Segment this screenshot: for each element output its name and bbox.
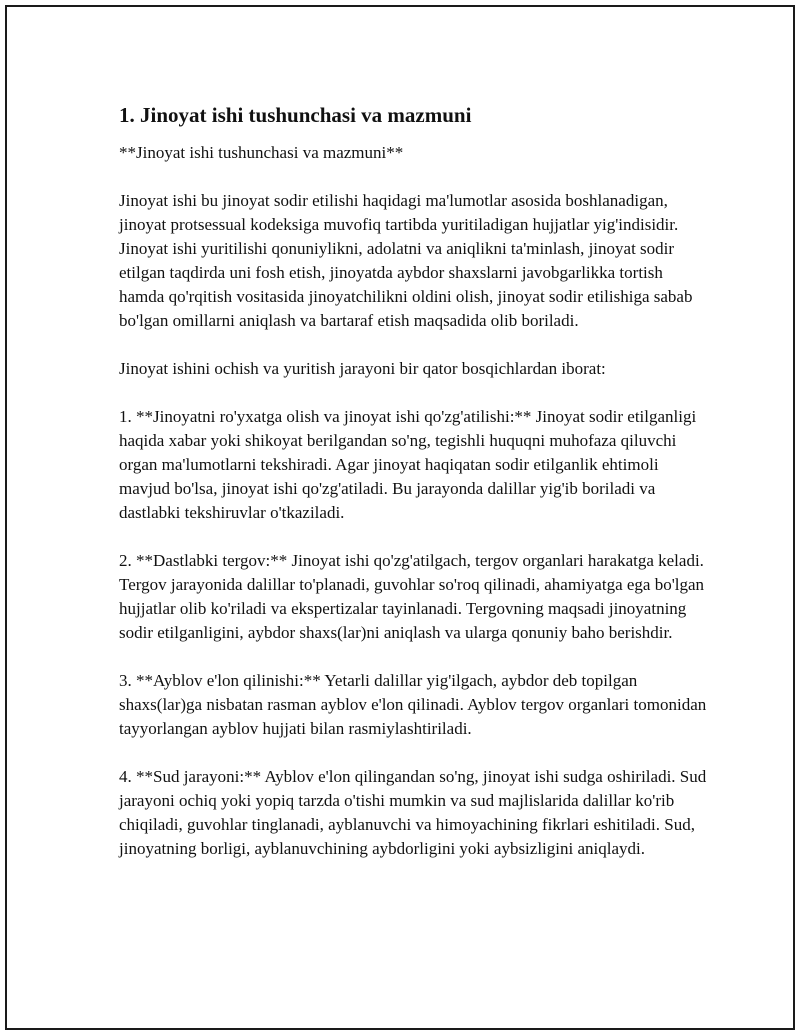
paragraph-stages-intro: Jinoyat ishini ochish va yuritish jarayoni bir qator bosqichlardan iborat: — [119, 359, 606, 378]
page-frame — [5, 5, 795, 1030]
paragraph-definition: Jinoyat ishi bu jinoyat sodir etilishi haqidagi ma'lumotlar asosida boshlanadigan, jinoyat protsessual kodeksiga muvofiq tartibda yuritiladigan hujjatlar yig'indisidir. Jinoyat ishi yuritilishi qonuniylikni, adolatni va aniqlikni ta'minlash, jinoyat sodir etilgan taqdirda uni fosh etish, jinoyatda aybdor shaxslarni javobgarlikka tortish hamda qo'rqitish vositasida jinoyatchilikni oldini olish, jinoyat sodir etilishiga sabab bo'lgan omillarni aniqlash va bartaraf etish maqsadida olib boriladi. — [119, 191, 693, 330]
document-body — [119, 101, 709, 861]
page-title: 1. Jinoyat ishi tushunchasi va mazmuni — [119, 103, 472, 127]
paragraph-stage-registration: 1. **Jinoyatni ro'yxatga olish va jinoyat ishi qo'zg'atilishi:** Jinoyat sodir etilganligi haqida xabar yoki shikoyat berilgandan so'ng, tegishli huquqni muhofaza qiluvchi organ ma'lumotlarni tekshiradi. Agar jinoyat haqiqatan sodir etilganlik ehtimoli mavjud bo'lsa, jinoyat ishi qo'zg'atiladi. Bu jarayonda dalillar yig'ib boriladi va dastlabki tekshiruvlar o'tkaziladi. — [119, 407, 697, 522]
paragraph-stage-trial: 4. **Sud jarayoni:** Ayblov e'lon qilingandan so'ng, jinoyat ishi sudga oshiriladi. Sud jarayoni ochiq yoki yopiq tarzda o'tishi mumkin va sud majlislarida dalillar ko'rib chiqiladi, guvohlar tinglanadi, ayblanuvchi va himoyachining fikrlari eshitiladi. Sud, jinoyatning borligi, ayblanuvchining aybdorligini yoki aybsizligini aniqlaydi. — [119, 767, 707, 858]
paragraph-stage-indictment: 3. **Ayblov e'lon qilinishi:** Yetarli dalillar yig'ilgach, aybdor deb topilgan shaxs(lar)ga nisbatan rasman ayblov e'lon qilinadi. Ayblov tergov organlari tomonidan tayyorlangan ayblov hujjati bilan rasmiylashtiriladi. — [119, 671, 707, 738]
paragraph-stage-investigation: 2. **Dastlabki tergov:** Jinoyat ishi qo'zg'atilgach, tergov organlari harakatga keladi. Tergov jarayonida dalillar to'planadi, guvohlar so'roq qilinadi, ahamiyatga ega bo'lgan hujjatlar olib ko'riladi va ekspertizalar tayinlanadi. Tergovning maqsadi jinoyatning sodir etilganligini, aybdor shaxs(lar)ni aniqlash va ularga qonuniy baho berishdir. — [119, 551, 705, 642]
document-subtitle: **Jinoyat ishi tushunchasi va mazmuni** — [119, 143, 404, 162]
